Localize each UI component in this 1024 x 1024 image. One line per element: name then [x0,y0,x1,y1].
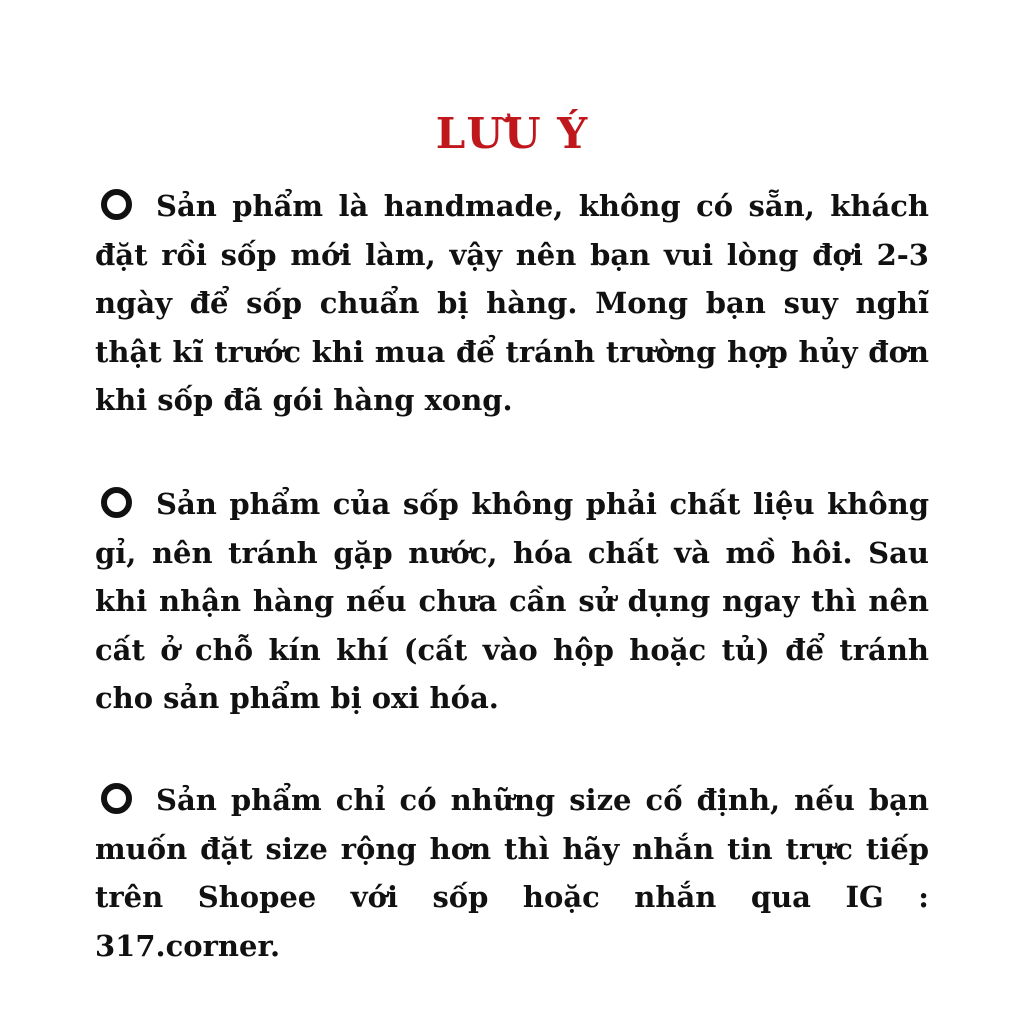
note-text: Sản phẩm của sốp không phải chất liệu không gỉ, nên tránh gặp nước, hóa chất và mồ hôi. Sau khi nhận hàng nếu chưa cần sử dụng ngay thì nên cất ở chỗ kín khí (cất vào hộp hoặc tủ) để tránh cho sản phẩm bị oxi hóa. [95,487,929,715]
note-text: Sản phẩm chỉ có những size cố định, nếu bạn muốn đặt size rộng hơn thì hãy nhắn tin trực tiếp trên Shopee với sốp hoặc nhắn qua IG : 317.corner. [95,783,929,963]
page-title: LƯU Ý [435,109,589,158]
ring-bullet-icon [101,487,132,518]
note-text: Sản phẩm là handmade, không có sẵn, khách đặt rồi sốp mới làm, vậy nên bạn vui lòng đợi 2-3 ngày để sốp chuẩn bị hàng. Mong bạn suy nghĩ thật kĩ trước khi mua để tránh trường hợp hủy đơn khi sốp đã gói hàng xong. [95,189,929,417]
ring-bullet-icon [101,783,132,814]
note-item-care [95,480,929,723]
note-item-size [95,776,929,970]
ring-bullet-icon [101,189,132,220]
note-item-handmade [95,182,929,425]
